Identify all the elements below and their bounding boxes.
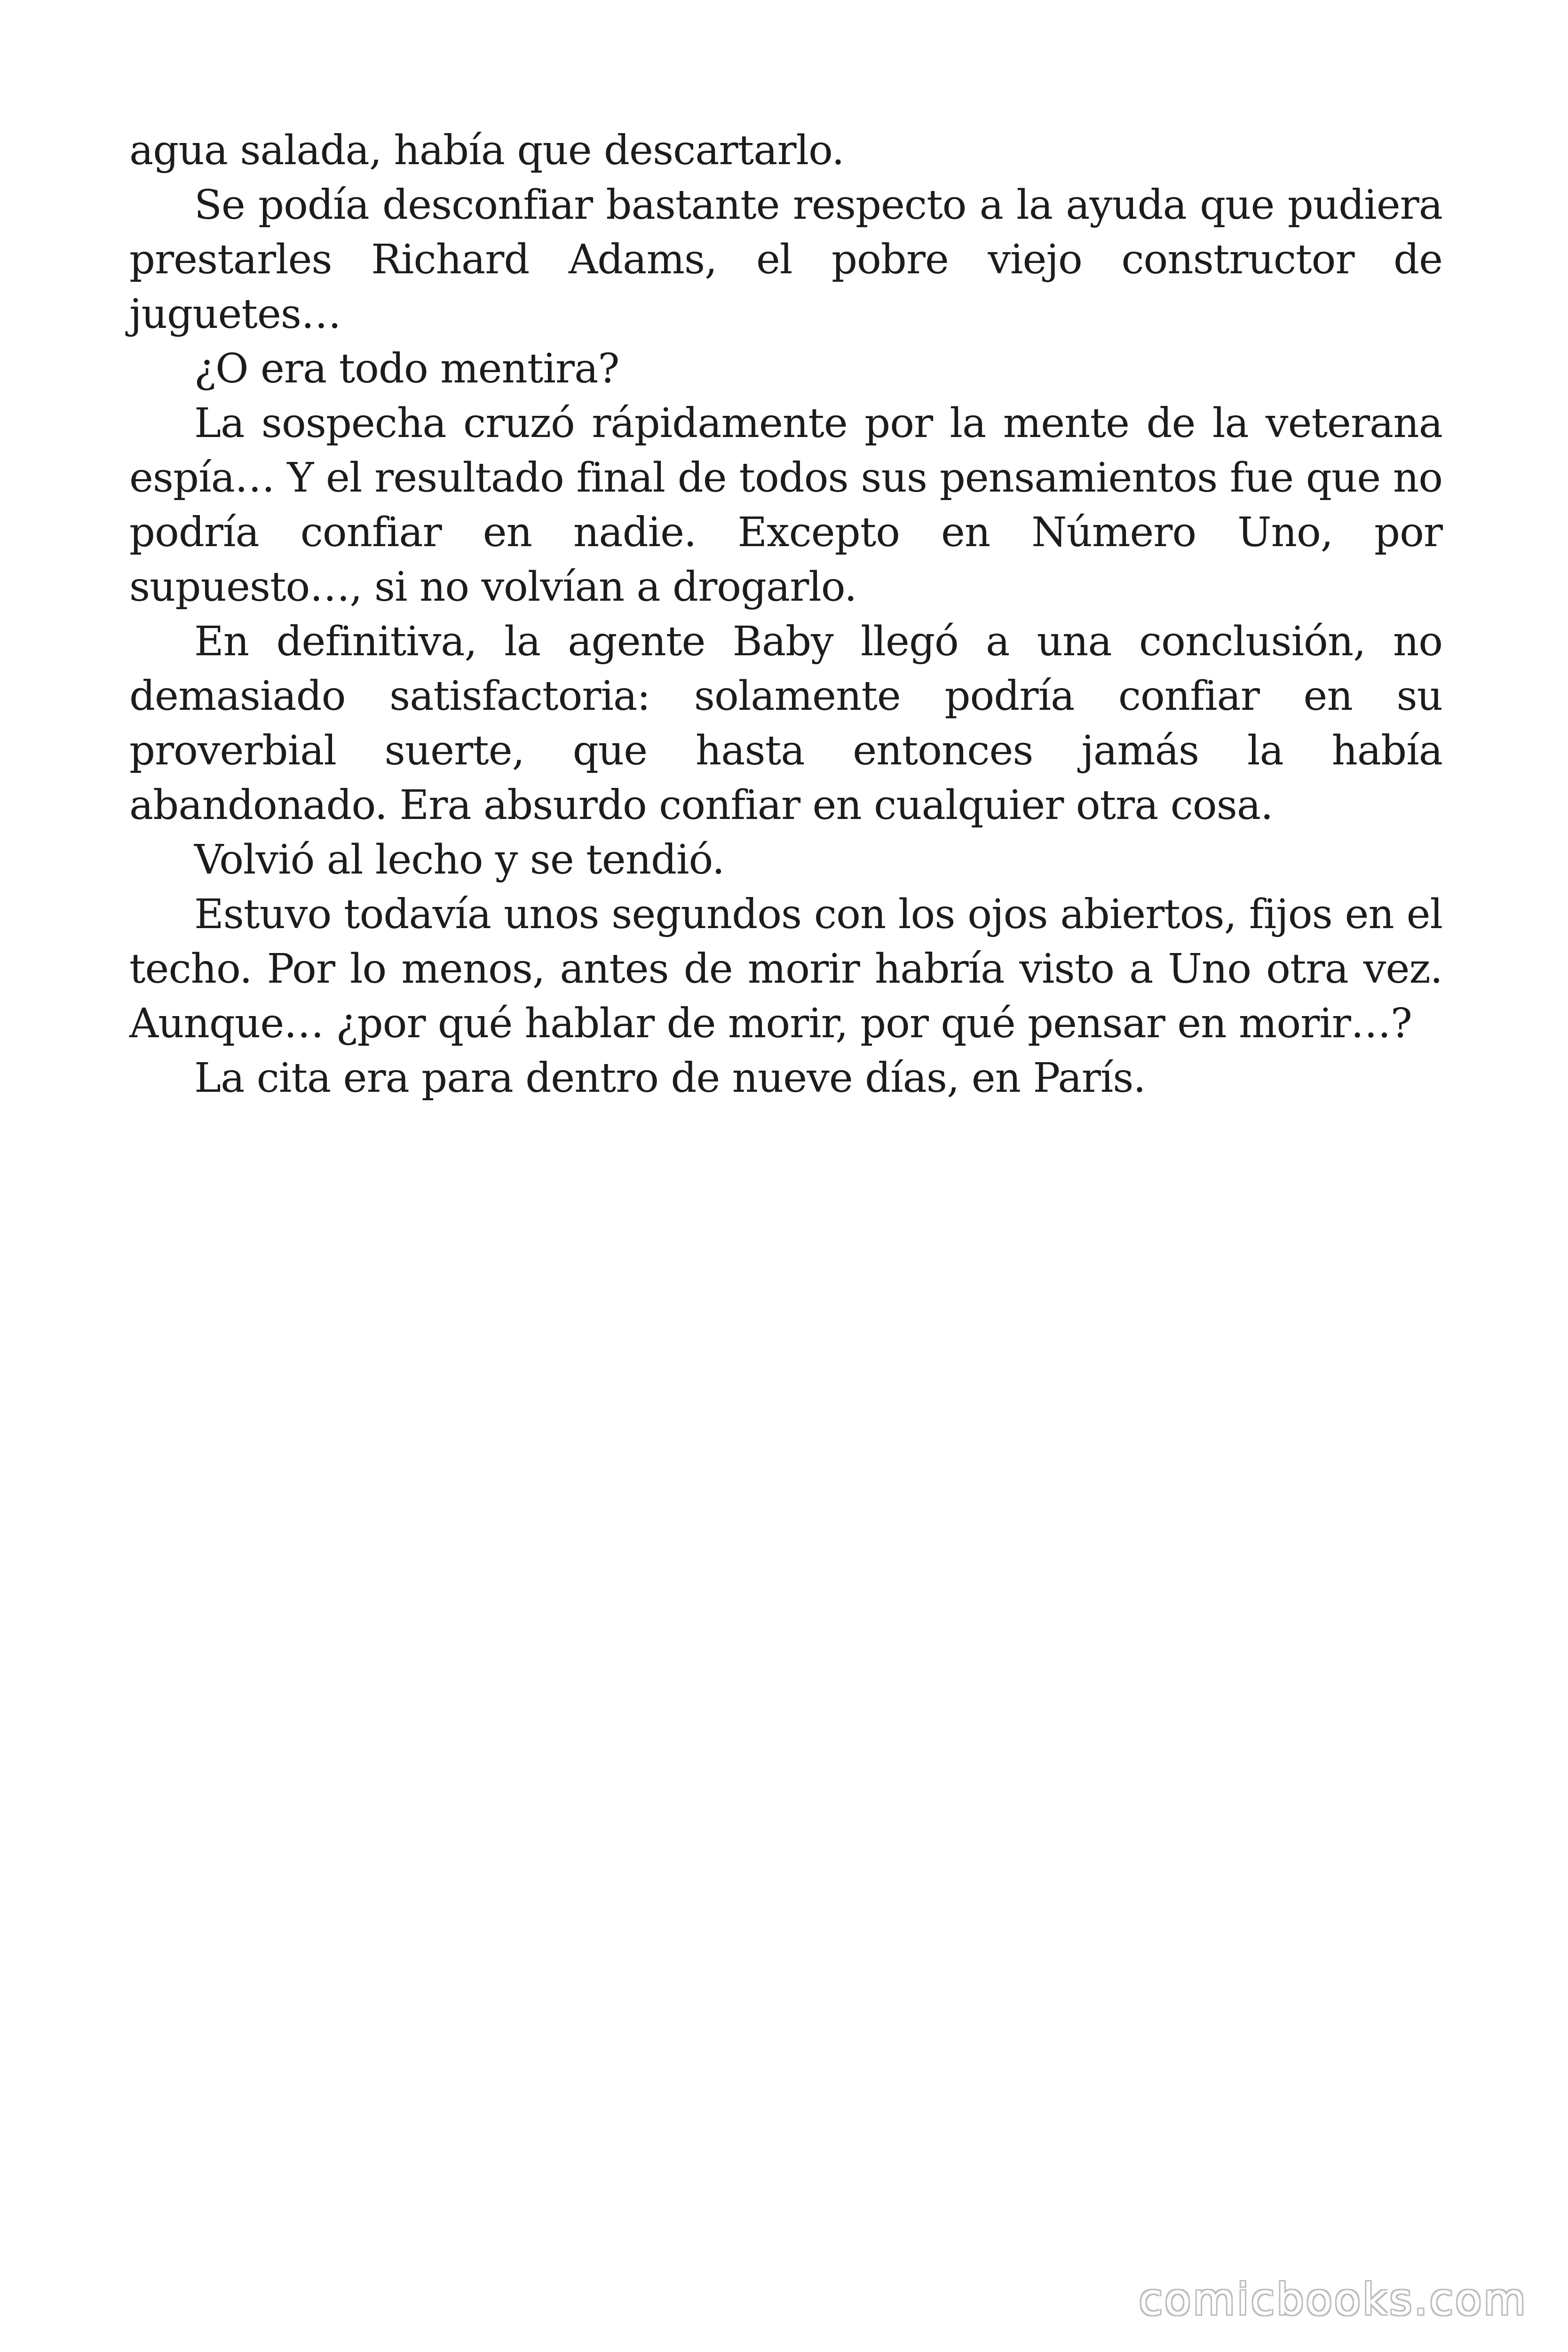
paragraph: Estuvo todavía unos segundos con los ojos abiertos, fijos en el techo. Por lo menos, antes de morir habría visto a Uno otra vez. Aunque… ¿por qué hablar de morir, por qué pensar en morir…? [129,891,1442,1047]
paragraph-continuation: agua salada, había que descartarlo. [129,127,844,174]
paragraph: En definitiva, la agente Baby llegó a una conclusión, no demasiado satisfactoria: solamente podría confiar en su proverbial suerte, que hasta entonces jamás la había abandonado. Era absurdo confiar en cualquier otra cosa. [129,618,1442,829]
watermark-logo: comicbooks.com [1139,2274,1528,2325]
page-body-text [129,123,1442,1105]
paragraph: La cita era para dentro de nueve días, en París. [194,1055,1146,1102]
paragraph: La sospecha cruzó rápidamente por la mente de la veterana espía… Y el resultado final de todos sus pensamientos fue que no podría confiar en nadie. Excepto en Número Uno, por supuesto…, si no volvían a drogarlo. [129,400,1442,611]
paragraph: Se podía desconfiar bastante respecto a la ayuda que pudiera prestarles Richard Adams, el pobre viejo constructor de juguetes… [129,182,1442,338]
paragraph: Volvió al lecho y se tendió. [194,836,725,883]
paragraph: ¿O era todo mentira? [194,345,619,392]
